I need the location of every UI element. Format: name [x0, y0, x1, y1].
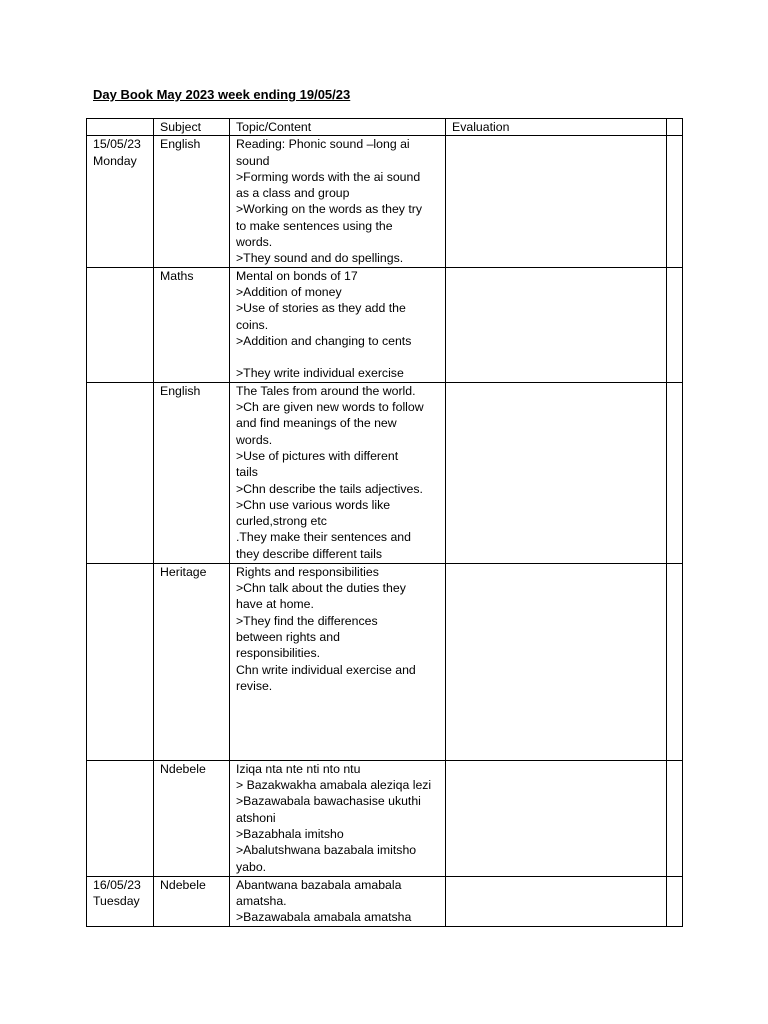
topic-line: >Addition of money: [236, 284, 342, 299]
evaluation-cell: [446, 267, 667, 382]
topic-line: Rights and responsibilities: [236, 564, 379, 579]
topic-line: amatsha.: [236, 894, 287, 909]
topic-line: coins.: [236, 317, 269, 332]
table-row: [87, 382, 683, 563]
topic-cell: [230, 382, 446, 563]
subject-cell: Ndebele: [154, 760, 230, 876]
topic-line: and find meanings of the new: [236, 416, 397, 431]
topic-line: >Addition and changing to cents: [236, 333, 412, 348]
topic-line: >Chn use various words like: [236, 497, 391, 512]
topic-line: >They write individual exercise: [236, 366, 404, 381]
topic-line: >Bazabhala imitsho: [236, 826, 344, 841]
topic-line: Abantwana bazabala amabala: [236, 877, 402, 892]
extra-cell: [667, 267, 683, 382]
subject-cell: Ndebele: [154, 876, 230, 926]
table-row: [87, 267, 683, 382]
date-cell: [87, 267, 154, 382]
header-extra: [667, 119, 683, 136]
topic-line: >Bazawabala bawachasise ukuthi: [236, 794, 421, 809]
topic-line: >They sound and do spellings.: [236, 251, 404, 266]
evaluation-cell: [446, 136, 667, 267]
table-header-row: [87, 119, 683, 136]
topic-line: [236, 349, 445, 365]
date-cell: [87, 563, 154, 760]
date-cell: [87, 382, 154, 563]
date-line: 16/05/23: [93, 877, 141, 892]
topic-line: tails: [236, 465, 258, 480]
topic-line: >Chn describe the tails adjectives.: [236, 481, 423, 496]
header-date: [87, 119, 154, 136]
topic-line: >Bazawabala amabala amatsha: [236, 910, 412, 925]
evaluation-cell: [446, 876, 667, 926]
table-row: [87, 563, 683, 760]
topic-line: Chn write individual exercise and: [236, 662, 416, 677]
topic-line: sound: [236, 153, 270, 168]
topic-line: curled,strong etc: [236, 514, 327, 529]
subject-cell: Heritage: [154, 563, 230, 760]
extra-cell: [667, 563, 683, 760]
topic-line: >They find the differences: [236, 613, 378, 628]
topic-line: Mental on bonds of 17: [236, 268, 358, 283]
topic-line: The Tales from around the world.: [236, 383, 416, 398]
extra-cell: [667, 382, 683, 563]
topic-line: >Chn talk about the duties they: [236, 581, 406, 596]
table-row: [87, 760, 683, 876]
extra-cell: [667, 136, 683, 267]
topic-line: Iziqa nta nte nti nto ntu: [236, 761, 361, 776]
topic-line: >Working on the words as they try: [236, 202, 423, 217]
date-line: 15/05/23: [93, 137, 141, 152]
subject-cell: Maths: [154, 267, 230, 382]
subject-cell: English: [154, 136, 230, 267]
header-evaluation: Evaluation: [446, 119, 667, 136]
evaluation-cell: [446, 382, 667, 563]
topic-line: revise.: [236, 678, 273, 693]
table-row: [87, 136, 683, 267]
date-line: Tuesday: [93, 894, 140, 909]
topic-line: >Use of pictures with different: [236, 448, 399, 463]
topic-line: between rights and: [236, 629, 340, 644]
daybook-table: [86, 118, 683, 927]
header-subject: Subject: [154, 119, 230, 136]
subject-cell: English: [154, 382, 230, 563]
extra-cell: [667, 760, 683, 876]
topic-line: have at home.: [236, 597, 314, 612]
topic-line: responsibilities.: [236, 646, 321, 661]
date-line: Monday: [93, 153, 137, 168]
topic-line: words.: [236, 432, 273, 447]
topic-line: >Use of stories as they add the: [236, 301, 406, 316]
date-cell: [87, 760, 154, 876]
topic-line: as a class and group: [236, 186, 350, 201]
topic-line: >Abalutshwana bazabala imitsho: [236, 843, 417, 858]
topic-line: they describe different tails: [236, 546, 383, 561]
date-cell: [87, 876, 154, 926]
date-cell: [87, 136, 154, 267]
topic-line: Reading: Phonic sound –long ai: [236, 137, 410, 152]
evaluation-cell: [446, 760, 667, 876]
topic-line: >Forming words with the ai sound: [236, 169, 421, 184]
topic-line: >Ch are given new words to follow: [236, 400, 424, 415]
document-title: Day Book May 2023 week ending 19/05/23: [93, 87, 351, 102]
topic-cell: [230, 876, 446, 926]
topic-line: yabo.: [236, 859, 267, 874]
table-row: [87, 876, 683, 926]
topic-line: > Bazakwakha amabala aleziqa lezi: [236, 778, 432, 793]
topic-line: atshoni: [236, 810, 276, 825]
topic-line: words.: [236, 235, 273, 250]
topic-cell: [230, 136, 446, 267]
topic-cell: [230, 760, 446, 876]
extra-cell: [667, 876, 683, 926]
topic-cell: [230, 563, 446, 760]
evaluation-cell: [446, 563, 667, 760]
topic-line: .They make their sentences and: [236, 530, 411, 545]
topic-cell: [230, 267, 446, 382]
topic-line: to make sentences using the: [236, 218, 393, 233]
header-topic: Topic/Content: [230, 119, 446, 136]
